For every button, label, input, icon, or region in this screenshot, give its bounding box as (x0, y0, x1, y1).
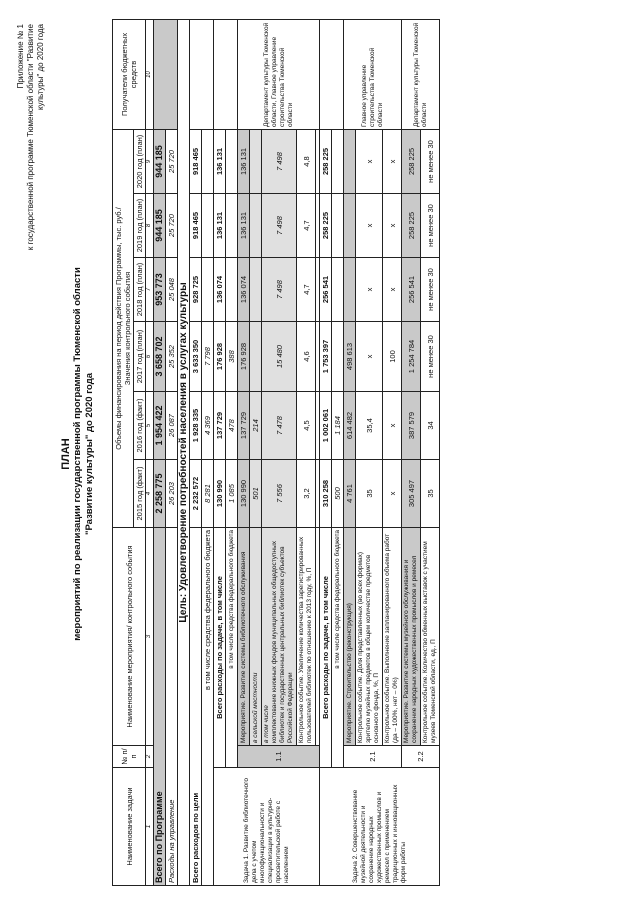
task2-total-cell: 310 258 (320, 460, 332, 528)
task1-federal-label: в том числе средства федерального бюджета (226, 528, 238, 768)
task1-measure-cell: 136 131 (238, 129, 250, 193)
task1-acq-label (262, 528, 297, 746)
task2-event1-cell: 35 (356, 460, 383, 528)
task2-event2-label: Контрольное событие. Выполнение запланированного объема работ (да – 100%, нет – 0%) (383, 528, 402, 746)
task2-event3-cell: 35 (421, 460, 440, 528)
task1-total-cell: 136 131 (214, 129, 226, 193)
task2-federal-cell: 1 184 (332, 392, 344, 460)
task2-federal-cell (332, 129, 344, 193)
task2-num-2: 2.2 (402, 746, 440, 768)
header-task: Наименование задачи (113, 768, 146, 886)
task2-measure-cell (344, 194, 356, 258)
task1-event-cell: 4,8 (297, 129, 316, 193)
column-index: 10 (146, 19, 154, 129)
header-num: № п/п (113, 746, 146, 768)
task1-acq-cell: 15 480 (262, 322, 297, 392)
task1-event-cell: 4,6 (297, 322, 316, 392)
task1-rural-cell (250, 194, 262, 258)
column-index: 9 (146, 129, 154, 193)
task2-total-row (320, 19, 332, 885)
goal-federal-cell: 7 798 (202, 322, 214, 392)
task1-federal-cell: 478 (226, 392, 238, 460)
task2-event3-cell: 34 (421, 392, 440, 460)
task1-federal-cell: 388 (226, 322, 238, 392)
recipient-cell (214, 19, 238, 129)
task2-measure-cell: 498 613 (344, 322, 356, 392)
task2-name: Задача 2. Совершенствование музейной деятельности и сохранение народных художественных промыслов и ремесел с применением традиционных и инновационных форм работы (320, 768, 440, 886)
goal-total-row (190, 19, 202, 885)
management-label: Расходы на управление (166, 528, 178, 886)
task2-federal-cell (332, 194, 344, 258)
task2-total-cell: 1 753 397 (320, 322, 332, 392)
recipient-cell (154, 19, 178, 129)
total-cell: 2 258 775 (154, 460, 166, 528)
total-cell: 944 185 (154, 129, 166, 193)
task2-recipient-1: Главное управление строительства Тюменской области (344, 19, 402, 129)
task1-rural-cell (250, 322, 262, 392)
task1-acq-cell: 7 498 (262, 129, 297, 193)
task2-measure-cell: 4 761 (344, 460, 356, 528)
task1-federal-row (226, 19, 238, 885)
task2-federal-row (332, 19, 344, 885)
goal-total-cell: 918 465 (190, 129, 202, 193)
task1-total-cell: 176 928 (214, 322, 226, 392)
goal-federal-label: в том числе средства федерального бюджета (202, 528, 214, 886)
task1-acq-text: комплектование книжных фондов муниципальных общедоступных библиотек и государственных центральных библиотек субъектов Российской Федерации (271, 540, 294, 743)
task1-acq-cell: 7 556 (262, 460, 297, 528)
management-row (166, 19, 178, 885)
task2-event3-cell: не менее 30 (421, 129, 440, 193)
task1-federal-cell (226, 258, 238, 322)
task1-federal-cell: 1 085 (226, 460, 238, 528)
goal-total-cell: 918 465 (190, 194, 202, 258)
task1-federal-cell (226, 129, 238, 193)
task1-total-cell: 137 729 (214, 392, 226, 460)
task1-event-label: Контрольное событие. Увеличение количества зарегистрированных пользователей библиотек по отношению к 2013 году, %, П (297, 528, 316, 746)
goal-total-cell: 2 232 572 (190, 460, 202, 528)
task2-event3-label: Контрольное событие. Количество обменных выставок с участием музеев Тюменской области, ед., П (421, 528, 440, 746)
task2-measure2-label: Мероприятие. Развитие системы музейного обслуживания и сохранение народных художественных промыслов и ремесел (402, 528, 421, 746)
task2-measure-label: Мероприятие. Строительство (реконструкция) (344, 528, 356, 746)
task2-event2-cell: х (383, 258, 402, 322)
task1-measure-row (238, 19, 250, 885)
title-line-2: мероприятий по реализации государственной программы Тюменской области (72, 267, 83, 641)
header-year: 2018 год (план) (134, 258, 146, 322)
column-index: 8 (146, 194, 154, 258)
total-program-row (154, 19, 166, 885)
task2-event1-label: Контрольное событие. Доля представленных (во всех формах) зрителю музейных предметов в общем количестве предметов основного фонда, %, П (356, 528, 383, 746)
column-index: 6 (146, 322, 154, 392)
task1-measure-cell: 176 928 (238, 322, 250, 392)
task1-measure-cell: 130 990 (238, 460, 250, 528)
task1-total-row (214, 19, 226, 885)
task2-event2-cell: х (383, 460, 402, 528)
task2-total-cell: 258 225 (320, 194, 332, 258)
task2-num-1: 2.1 (344, 746, 402, 768)
header-year: 2019 год (план) (134, 194, 146, 258)
goal-total-cell: 928 725 (190, 258, 202, 322)
task2-measure2-cell: 305 497 (402, 460, 421, 528)
task1-measure-label: Мероприятие. Развитие системы библиотечного обслуживания (238, 528, 250, 746)
management-cell: 26 087 (166, 392, 178, 460)
goal-total-cell: 3 633 350 (190, 322, 202, 392)
total-program-label: Всего по Программе (154, 528, 166, 886)
header-volumes-line-2: Значения контрольного события (123, 271, 132, 386)
management-cell: 26 203 (166, 460, 178, 528)
goal-federal-cell: 8 281 (202, 460, 214, 528)
task2-event1-cell: х (356, 129, 383, 193)
task1-measure-cell: 137 729 (238, 392, 250, 460)
task1-event-cell: 3,2 (297, 460, 316, 528)
task2-federal-cell (332, 258, 344, 322)
task2-measure2-row (402, 19, 421, 885)
task1-acq-cell: 7 498 (262, 258, 297, 322)
goal-total-cell: 1 928 335 (190, 392, 202, 460)
task2-total-cell: 1 002 061 (320, 392, 332, 460)
management-cell: 25 720 (166, 194, 178, 258)
goal-federal-cell (202, 129, 214, 193)
task1-acq-cell: 7 498 (262, 194, 297, 258)
column-index: 3 (146, 528, 154, 746)
task2-measure-cell (344, 129, 356, 193)
task1-measure-cell: 136 131 (238, 194, 250, 258)
task1-rural-label: в сельской местности (250, 528, 262, 746)
task2-measure2-cell: 258 225 (402, 194, 421, 258)
task1-total-label: Всего расходы по задаче, в том числе (214, 528, 226, 768)
column-index-row (146, 19, 154, 885)
task2-event1-cell: х (356, 194, 383, 258)
task2-federal-label: в том числе средства федерального бюджета (332, 528, 344, 768)
task2-measure2-cell: 387 579 (402, 392, 421, 460)
goal-federal-cell (202, 258, 214, 322)
header-volumes-line-1: Объемы финансирования на период действия Программы, тыс. руб./ (114, 207, 123, 450)
task2-federal-cell (332, 322, 344, 392)
management-cell: 25 048 (166, 258, 178, 322)
task2-measure-cell (344, 258, 356, 322)
task1-event-cell: 4,5 (297, 392, 316, 460)
task2-measure2-cell: 1 254 784 (402, 322, 421, 392)
column-index: 7 (146, 258, 154, 322)
task1-measure-cell: 136 074 (238, 258, 250, 322)
header-row-1 (113, 19, 134, 885)
task2-total-label: Всего расходы по задаче, в том числе (320, 528, 332, 768)
task2-event1-cell: 35,4 (356, 392, 383, 460)
task1-total-cell: 136 074 (214, 258, 226, 322)
appendix-note (16, 24, 46, 354)
plan-table (112, 19, 440, 886)
total-cell: 953 773 (154, 258, 166, 322)
header-volumes (113, 129, 134, 527)
task1-rural-cell (250, 129, 262, 193)
total-cell: 944 185 (154, 194, 166, 258)
task1-recipient: Департамент культуры Тюменской области, Главное управление строительства Тюменской области (238, 19, 320, 129)
task1-rural-cell: 214 (250, 392, 262, 460)
task1-name: Задача 1. Развитие библиотечного дела с учетом многофункциональности и специализации в культурно-просветительской работе с населением (214, 768, 320, 886)
task1-incl-label: в том числе (263, 705, 270, 743)
header-recipients: Получатели бюджетных средств (113, 19, 146, 129)
goal-total-label: Всего расходов по цели (190, 528, 202, 886)
task2-total-cell: 258 225 (320, 129, 332, 193)
column-index: 5 (146, 392, 154, 460)
rotated-document-page (10, 14, 630, 894)
appendix-line-2: к государственной программе Тюменской области "Развитие (26, 24, 35, 251)
task2-event2-cell: х (383, 129, 402, 193)
task2-event1-cell: х (356, 258, 383, 322)
task2-event2-cell: х (383, 392, 402, 460)
header-event: Наименование мероприятия/ контрольного события (113, 528, 146, 746)
recipient-cell (190, 19, 214, 129)
goal-federal-cell (202, 194, 214, 258)
task2-event3-cell: не менее 30 (421, 258, 440, 322)
task1-total-cell: 130 990 (214, 460, 226, 528)
task2-event3-cell: не менее 30 (421, 194, 440, 258)
goal-row (178, 19, 190, 885)
task2-measure-cell: 614 482 (344, 392, 356, 460)
task2-event2-cell: 100 (383, 322, 402, 392)
total-cell: 3 658 702 (154, 322, 166, 392)
title-line-3: "Развитие культуры" до 2020 года (84, 372, 95, 536)
task1-rural-cell (250, 258, 262, 322)
goal-federal-row (202, 19, 214, 885)
plan-title (60, 14, 96, 894)
task2-measure2-cell: 258 225 (402, 129, 421, 193)
task2-federal-cell: 500 (332, 460, 344, 528)
total-cell: 1 954 422 (154, 392, 166, 460)
header-year: 2020 год (план) (134, 129, 146, 193)
appendix-line-3: культуры" до 2020 года (36, 24, 45, 111)
goal-federal-cell: 4 369 (202, 392, 214, 460)
task1-num: 1.1 (238, 746, 320, 768)
task2-measure-row (344, 19, 356, 885)
column-index: 1 (146, 768, 154, 886)
task2-event1-cell: х (356, 322, 383, 392)
task2-measure2-cell: 256 541 (402, 258, 421, 322)
appendix-line-1: Приложение № 1 (16, 24, 25, 89)
task2-recipient-2: Департамент культуры Тюменской области (402, 19, 440, 129)
task1-rural-cell: 501 (250, 460, 262, 528)
header-year: 2016 год (факт) (134, 392, 146, 460)
column-index: 2 (146, 746, 154, 768)
task2-total-cell: 256 541 (320, 258, 332, 322)
task1-event-cell: 4,7 (297, 258, 316, 322)
goal-label: Цель: Удовлетворение потребностей населения в услугах культуры (178, 19, 190, 885)
task1-federal-cell (226, 194, 238, 258)
management-cell: 25 720 (166, 129, 178, 193)
task2-event2-cell: х (383, 194, 402, 258)
recipient-cell (320, 19, 344, 129)
task1-total-cell: 136 131 (214, 194, 226, 258)
task1-event-cell: 4,7 (297, 194, 316, 258)
header-year: 2015 год (факт) (134, 460, 146, 528)
title-line-1: ПЛАН (60, 438, 72, 470)
task2-event3-cell: не менее 30 (421, 322, 440, 392)
management-cell: 25 352 (166, 322, 178, 392)
header-year: 2017 год (план) (134, 322, 146, 392)
column-index: 4 (146, 460, 154, 528)
task1-acq-cell: 7 478 (262, 392, 297, 460)
